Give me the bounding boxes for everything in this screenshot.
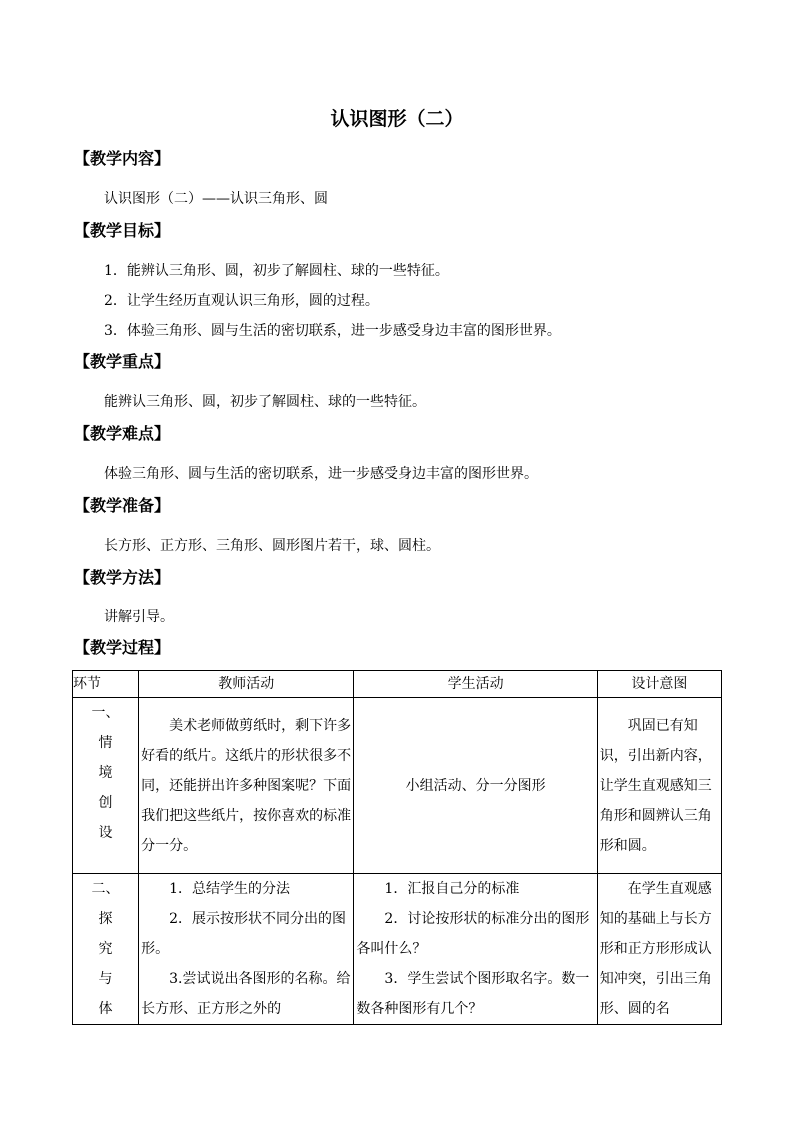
- student-activity-text: 3．学生尝试个图形取名字。数一数各种图形有几个？: [356, 971, 590, 1017]
- teacher-activity-text: 3.尝试说出各图形的名称。给长方形、正方形之外的: [141, 971, 351, 1017]
- difficulties-text: 体验三角形、圆与生活的密切联系，进一步感受身边丰富的图形世界。: [104, 466, 538, 482]
- stage-cell: [73, 698, 139, 874]
- design-intent-cell: [597, 698, 721, 874]
- stage-char: 情: [98, 735, 113, 751]
- preparation-text: 长方形、正方形、三角形、圆形图片若干，球、圆柱。: [104, 538, 440, 554]
- stage-char: 探: [98, 911, 113, 927]
- student-activity-text: 1．汇报自己分的标准: [384, 881, 520, 897]
- teacher-activity-cell: [139, 874, 354, 1025]
- heading-goals: 【教学目标】: [74, 221, 171, 240]
- table-header-row: [73, 671, 722, 698]
- teacher-activity-cell: [139, 698, 354, 874]
- table-row: [73, 874, 722, 1025]
- teacher-activity-text: 2．展示按形状不同分出的图形。: [141, 911, 347, 957]
- heading-preparation: 【教学准备】: [74, 496, 171, 515]
- stage-char: 境: [98, 765, 113, 781]
- process-table: [72, 670, 722, 1025]
- student-activity-cell: [354, 698, 597, 874]
- stage-cell: [73, 874, 139, 1025]
- design-intent-cell: [597, 874, 721, 1025]
- method-text: 讲解引导。: [104, 609, 174, 625]
- header-teacher: 教师活动: [139, 671, 354, 698]
- goal-item-1: 1．能辨认三角形、圆，初步了解圆柱、球的一些特征。: [104, 263, 449, 279]
- stage-char: 设: [98, 825, 113, 841]
- student-activity-text: 2．讨论按形状的标准分出的图形各叫什么？: [356, 911, 590, 957]
- heading-process: 【教学过程】: [74, 638, 171, 657]
- teacher-activity-text: 1．总结学生的分法: [169, 881, 291, 897]
- page-title: 认识图形（二）: [330, 108, 464, 130]
- stage-char: 与: [98, 971, 113, 987]
- heading-method: 【教学方法】: [74, 568, 171, 587]
- goal-item-2: 2．让学生经历直观认识三角形，圆的过程。: [104, 293, 379, 309]
- stage-char: 一、: [91, 705, 120, 721]
- student-activity-text: 小组活动、分一分图形: [405, 777, 546, 794]
- heading-key-points: 【教学重点】: [74, 352, 171, 371]
- goal-item-3: 3．体验三角形、圆与生活的密切联系，进一步感受身边丰富的图形世界。: [104, 323, 561, 339]
- stage-char: 究: [98, 941, 113, 957]
- heading-content: 【教学内容】: [74, 149, 171, 168]
- content-text: 认识图形（二）——认识三角形、圆: [104, 191, 328, 207]
- header-student: 学生活动: [354, 671, 597, 698]
- table-row: [73, 698, 722, 874]
- teacher-activity-text: 美术老师做剪纸时，剩下许多好看的纸片。这纸片的形状很多不同，还能拼出许多种图案呢？下面我们把这些纸片，按你喜欢的标准分一分。: [141, 717, 352, 854]
- stage-char: 体: [98, 1001, 113, 1017]
- student-activity-cell: [354, 874, 597, 1025]
- header-intent: 设计意图: [597, 671, 721, 698]
- key-points-text: 能辨认三角形、圆，初步了解圆柱、球的一些特征。: [104, 394, 426, 410]
- heading-difficulties: 【教学难点】: [74, 424, 171, 443]
- stage-char: 创: [98, 795, 113, 811]
- design-intent-text: 巩固已有知识，引出新内容，让学生直观感知三角形和圆辨认三角形和圆。: [599, 717, 712, 854]
- design-intent-text: 在学生直观感知的基础上与长方形和正方形形成认知冲突，引出三角形、圆的名: [599, 881, 712, 1017]
- header-stage: 环节: [73, 671, 139, 698]
- stage-char: 二、: [91, 881, 120, 897]
